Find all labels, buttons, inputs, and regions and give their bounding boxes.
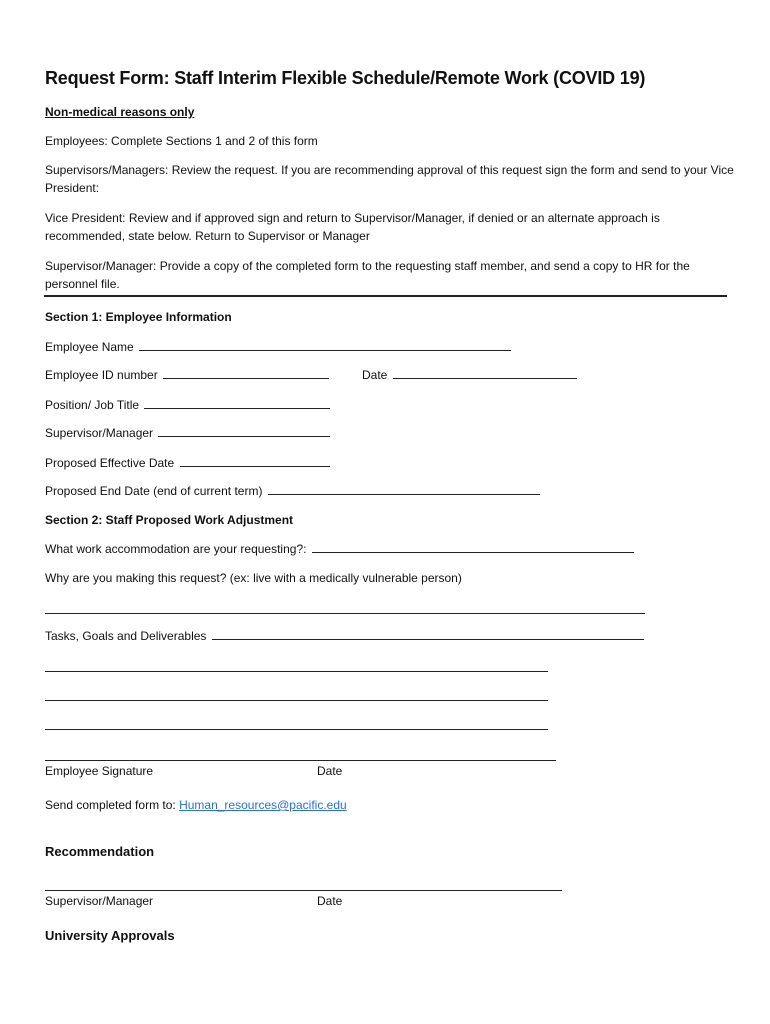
employee-signature-label: Employee Signature [45, 764, 154, 778]
employee-id-label: Employee ID number [45, 368, 158, 382]
instruction-supervisors: Supervisors/Managers: Review the request. If you are recommending approval of this request sign the form and send to your Vice President: [45, 163, 734, 195]
recommendation-supervisor-label: Supervisor/Manager [45, 894, 154, 908]
section-divider [44, 295, 727, 297]
tasks-field[interactable] [45, 627, 644, 645]
end-date-field[interactable] [45, 482, 540, 500]
employee-signature-line[interactable] [45, 760, 556, 761]
accommodation-label: What work accommodation are your requesting?: [45, 542, 307, 556]
recommendation-signature-line[interactable] [45, 890, 562, 891]
send-to-label: Send completed form to: [45, 798, 176, 812]
position-blank[interactable] [144, 396, 330, 409]
recommendation-heading: Recommendation [45, 844, 155, 859]
supervisor-blank[interactable] [158, 424, 330, 437]
accommodation-field[interactable] [45, 540, 634, 558]
date-blank[interactable] [393, 366, 577, 379]
effective-date-blank[interactable] [180, 454, 330, 467]
university-approvals-heading: University Approvals [45, 928, 175, 943]
instruction-employees: Employees: Complete Sections 1 and 2 of this form [45, 134, 318, 148]
position-label: Position/ Job Title [45, 398, 140, 412]
supervisor-label: Supervisor/Manager [45, 426, 154, 440]
tasks-line[interactable] [45, 700, 548, 701]
why-request-label: Why are you making this request? (ex: live with a medically vulnerable person) [45, 571, 462, 585]
why-request-blank[interactable] [45, 613, 645, 614]
accommodation-blank[interactable] [312, 540, 634, 553]
employee-name-label: Employee Name [45, 340, 134, 354]
form-subtitle: Non-medical reasons only [45, 105, 195, 119]
employee-signature-date-label: Date [317, 764, 343, 778]
employee-name-field[interactable] [45, 338, 511, 356]
tasks-line[interactable] [45, 729, 548, 730]
section1-heading: Section 1: Employee Information [45, 310, 232, 324]
position-field[interactable] [45, 396, 330, 414]
date-field[interactable] [362, 366, 577, 384]
date-label: Date [362, 368, 388, 382]
employee-id-blank[interactable] [163, 366, 329, 379]
tasks-line[interactable] [45, 671, 548, 672]
tasks-label: Tasks, Goals and Deliverables [45, 629, 207, 643]
recommendation-date-label: Date [317, 894, 343, 908]
effective-date-label: Proposed Effective Date [45, 456, 175, 470]
instruction-supervisor-copy: Supervisor/Manager: Provide a copy of the completed form to the requesting staff member, and send a copy to HR for the personnel file. [45, 259, 690, 291]
send-to-row [45, 796, 347, 814]
end-date-blank[interactable] [268, 482, 540, 495]
hr-email-link[interactable]: Human_resources@pacific.edu [179, 798, 347, 812]
end-date-label: Proposed End Date (end of current term) [45, 484, 263, 498]
employee-id-field[interactable] [45, 366, 329, 384]
form-title: Request Form: Staff Interim Flexible Schedule/Remote Work (COVID 19) [45, 68, 646, 88]
employee-name-blank[interactable] [139, 338, 511, 351]
instruction-vice-president: Vice President: Review and if approved sign and return to Supervisor/Manager, if denied or an alternate approach is recommended, state below. Return to Supervisor or Manager [45, 211, 660, 243]
section2-heading: Section 2: Staff Proposed Work Adjustment [45, 513, 294, 527]
supervisor-field[interactable] [45, 424, 330, 442]
effective-date-field[interactable] [45, 454, 330, 472]
tasks-blank[interactable] [212, 627, 644, 640]
